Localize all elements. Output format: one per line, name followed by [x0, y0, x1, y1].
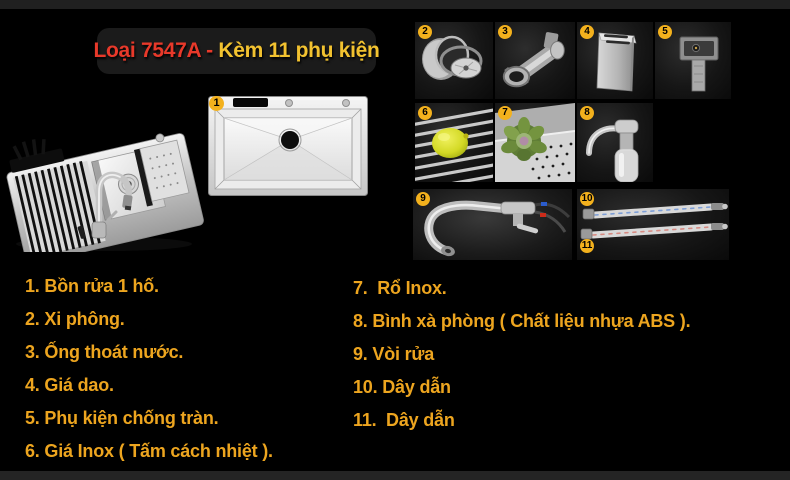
accessory-tile-roll-rack-lemon — [415, 103, 493, 182]
faucet-icon — [413, 189, 572, 260]
item-badge-7: 7 — [498, 106, 512, 120]
item-badge-3: 3 — [498, 25, 512, 39]
banner-subtitle: Kèm 11 phụ kiện — [218, 39, 380, 62]
accessory-tile-overflow-kit — [655, 22, 731, 99]
item-badge-2: 2 — [418, 25, 432, 39]
item-badge-11: 11 — [581, 240, 593, 251]
item-badge-1: 1 — [209, 96, 224, 111]
accessory-tile-drain-pipe — [495, 22, 575, 99]
supply-hoses-icon — [577, 189, 729, 260]
list-item-2: 2. Xi phông. — [25, 309, 125, 329]
item-badge-5: 5 — [658, 25, 672, 39]
list-item-7: 7. Rổ Inox. — [353, 278, 447, 298]
accessory-tile-basket-artichoke — [495, 103, 575, 182]
item-badge-9: 9 — [416, 192, 430, 206]
list-item-10: 10. Dây dẫn — [353, 377, 451, 397]
sink-angled-illustration — [4, 80, 204, 252]
sink-top-view-photo — [208, 96, 368, 196]
item-badge-8: 8 — [580, 106, 594, 120]
bottom-border-band — [0, 471, 790, 480]
list-item-6: 6. Giá Inox ( Tấm cách nhiệt ). — [25, 441, 273, 461]
accessory-tile-supply-hoses — [577, 189, 729, 260]
accessory-tile-faucet — [413, 189, 572, 260]
list-item-8: 8. Bình xà phòng ( Chất liệu nhựa ABS ). — [353, 311, 691, 331]
accessory-list-left — [25, 270, 273, 468]
accessory-tile-drain-strainer — [415, 22, 493, 99]
list-item-11: 11. Dây dẫn — [353, 410, 455, 430]
list-item-4: 4. Giá dao. — [25, 375, 114, 395]
title-banner — [93, 28, 380, 74]
item-badge-4: 4 — [580, 25, 594, 39]
accessory-tile-knife-rack — [577, 22, 653, 99]
accessory-tile-soap-dispenser — [577, 103, 653, 182]
item-badge-10: 10 — [581, 193, 593, 204]
model-code: Loại 7547A - — [93, 39, 219, 62]
sink-angled-photo — [4, 80, 204, 252]
list-item-9: 9. Vòi rửa — [353, 344, 435, 364]
list-item-5: 5. Phụ kiện chống tràn. — [25, 408, 219, 428]
top-border-band — [0, 0, 790, 9]
sink-top-view-illustration — [208, 96, 368, 196]
list-item-1: 1. Bồn rửa 1 hố. — [25, 276, 159, 296]
accessory-list-right — [353, 272, 690, 437]
item-badge-6: 6 — [418, 106, 432, 120]
list-item-3: 3. Ống thoát nước. — [25, 342, 184, 362]
